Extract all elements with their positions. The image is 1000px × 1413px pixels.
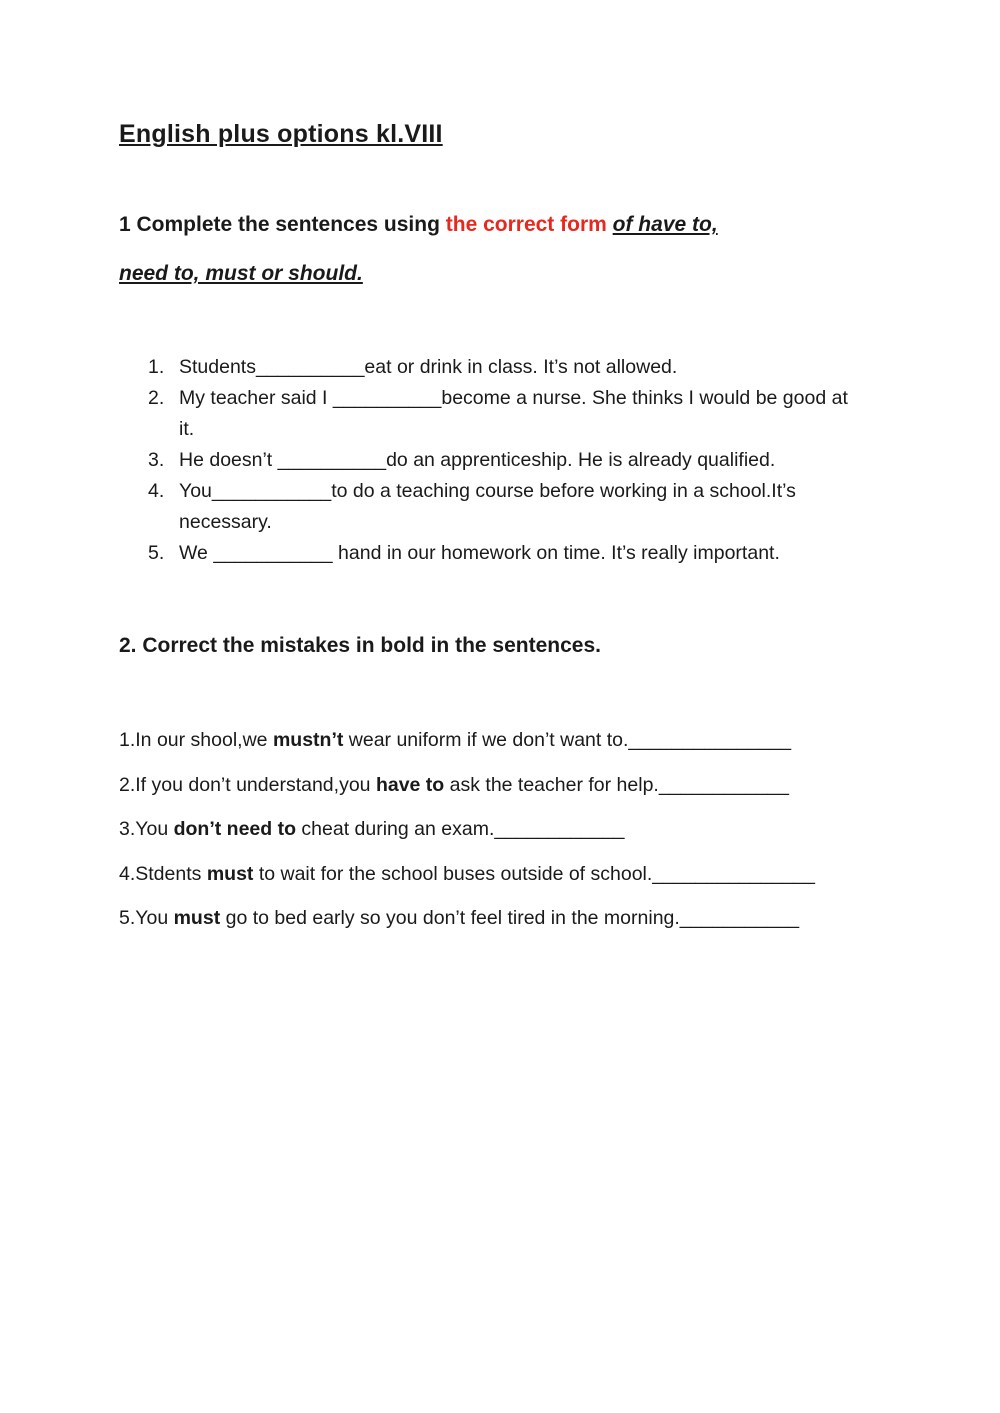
exercise1-heading-highlight: the correct form <box>445 213 607 236</box>
list-item <box>119 815 815 860</box>
exercise1-list <box>148 352 868 569</box>
list-item <box>148 476 868 538</box>
sentence-text: wear uniform if we don’t want to._______________ <box>343 729 792 751</box>
item-text: He doesn’t __________do an apprenticeship. He is already qualified. <box>179 449 776 471</box>
sentence-text: 1.In our shool,we <box>119 729 273 751</box>
sentence-text: 5.You <box>119 907 174 929</box>
item-text: We ___________ hand in our homework on time. It’s really important. <box>179 542 780 564</box>
list-item <box>148 538 868 569</box>
mistake-text: must <box>206 862 254 885</box>
list-item <box>148 383 868 445</box>
list-item <box>148 445 868 476</box>
item-text: You___________to do a teaching course before working in a school.It’s necessary. <box>179 480 796 533</box>
sentence-text: cheat during an exam.____________ <box>296 818 625 840</box>
sentence-text: to wait for the school buses outside of school._______________ <box>253 862 815 885</box>
item-number: 5. <box>148 542 165 564</box>
mistake-text: have to <box>375 773 445 796</box>
exercise1-heading-modal-verbs-cont: need to, must or should. <box>119 262 363 285</box>
item-number: 1. <box>148 356 165 378</box>
sentence-text: 4.Stdents <box>119 862 207 885</box>
list-item <box>119 904 815 949</box>
sentence-text: go to bed early so you don’t feel tired in the morning.___________ <box>220 907 800 929</box>
exercise1-heading-modal-verbs: of have to, <box>612 213 718 236</box>
list-item <box>119 726 815 771</box>
exercise2-heading: 2. Correct the mistakes in bold in the sentences. <box>119 634 601 657</box>
list-item <box>119 860 815 905</box>
sentence-text: 2.If you don’t understand,you <box>119 773 376 796</box>
mistake-text: mustn’t <box>272 729 344 751</box>
exercise1-heading <box>119 213 718 237</box>
exercise1-heading-text: 1 Complete the sentences using <box>119 213 446 236</box>
exercise1-heading-line2 <box>119 262 363 286</box>
item-number: 4. <box>148 480 165 502</box>
sentence-text: 3.You <box>119 818 174 840</box>
item-number: 2. <box>148 387 165 409</box>
item-number: 3. <box>148 449 165 471</box>
page-title: English plus options kl.VIII <box>119 120 443 148</box>
list-item <box>119 771 815 816</box>
list-item <box>148 352 868 383</box>
exercise2-list <box>119 726 815 949</box>
mistake-text: must <box>173 907 221 929</box>
sentence-text: ask the teacher for help.____________ <box>444 773 789 796</box>
item-text: My teacher said I __________become a nurse. She thinks I would be good at it. <box>179 387 848 440</box>
mistake-text: don’t need to <box>173 818 296 840</box>
item-text: Students__________eat or drink in class. It’s not allowed. <box>179 356 678 378</box>
